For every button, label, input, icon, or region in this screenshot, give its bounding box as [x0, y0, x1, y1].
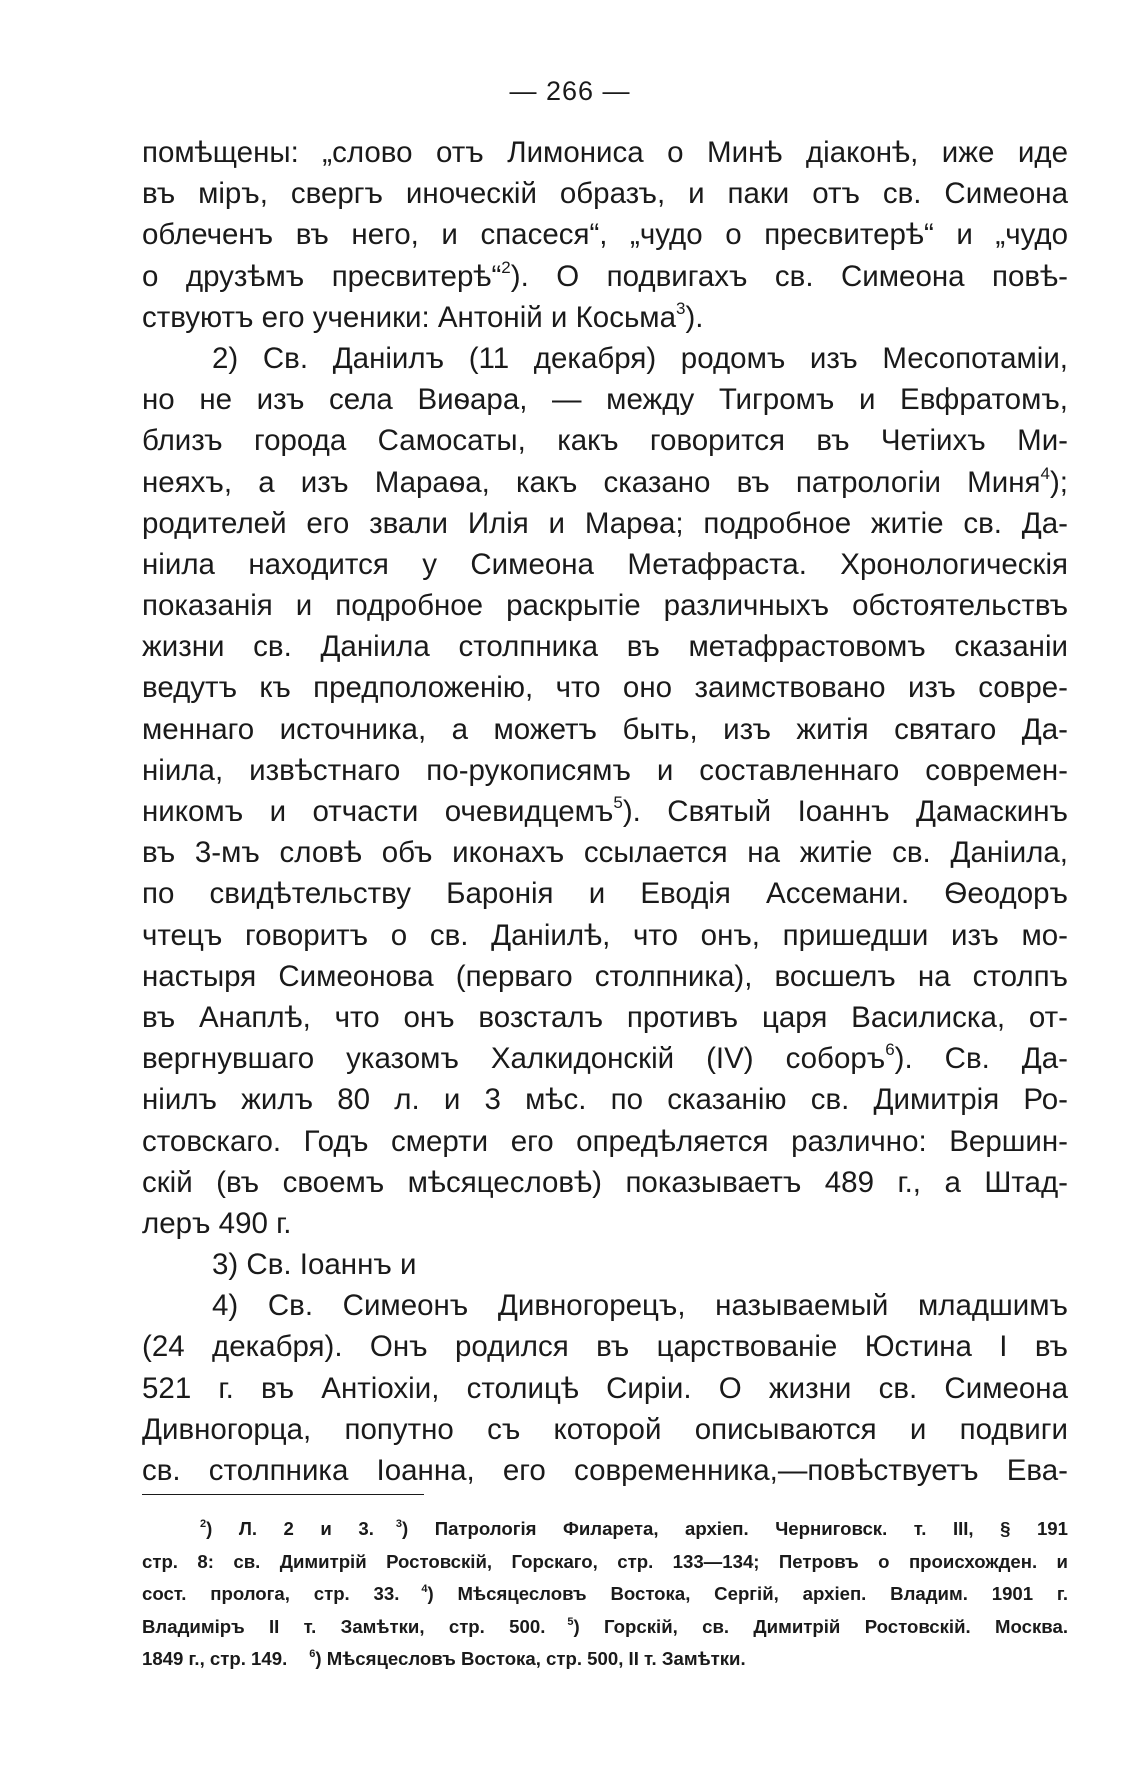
text-line: [142, 1285, 1068, 1326]
footnote-text: сост. пролога, стр. 33.: [142, 1583, 400, 1605]
footnote-line: [142, 1643, 1068, 1676]
footnote-text: Владиміръ II т. Замѣтки, стр. 500.: [142, 1615, 546, 1637]
line-text: облеченъ въ него, и спасеся“, „чудо о пресвитерѣ“ и „чудо: [142, 218, 1068, 252]
footnotes: [142, 1513, 1068, 1676]
text-line: [142, 873, 1068, 914]
line-text: въ міръ, свергъ иноческій образъ, и паки отъ св. Симеона: [142, 177, 1068, 211]
text-line: [142, 256, 1068, 297]
line-text: леръ 490 г.: [142, 1206, 292, 1240]
line-text: показанія и подробное раскрытіе различныхъ обстоятельствъ: [142, 589, 1068, 623]
footnote-line: [142, 1513, 1068, 1546]
line-text: 521 г. въ Антіохіи, столицѣ Сиріи. О жизни св. Симеона: [142, 1371, 1068, 1405]
text-line: [142, 667, 1068, 708]
text-line: [142, 1121, 1068, 1162]
text-line: [142, 832, 1068, 873]
footnote-text: ) Мѣсяцесловъ Востока, Сергій, архіеп. Владим. 1901 г.: [427, 1583, 1068, 1605]
line-text: жизни св. Даніила столпника въ метафрастовомъ сказаніи: [142, 630, 1068, 664]
line-text: ). О подвигахъ св. Симеона повѣ-: [510, 259, 1068, 293]
line-text: 4) Св. Симеонъ Дивногорецъ, называемый младшимъ: [212, 1289, 1068, 1323]
footnote-ref: 4: [1040, 463, 1050, 483]
footnote-separator: [142, 1494, 424, 1495]
footnote-line: стр. 8: св. Димитрій Ростовскій, Горскаго, стр. 133—134; Петровъ о происхожден. и: [142, 1550, 1068, 1572]
main-text: [142, 132, 1068, 1491]
text-line: [142, 750, 1068, 791]
line-text: св. столпника Іоанна, его современника,—повѣствуетъ Ева-: [142, 1454, 1068, 1487]
text-line: [142, 626, 1068, 667]
text-line: [142, 420, 1068, 461]
footnote-text: ) Горскій, св. Димитрій Ростовскій. Москва.: [573, 1615, 1068, 1637]
line-text: ). Святый Іоаннъ Дамаскинъ: [622, 795, 1068, 828]
text-line: [142, 462, 1068, 503]
footnote-marker: 2: [200, 1518, 207, 1530]
footnote-line: [142, 1611, 1068, 1644]
line-text: неяхъ, а изъ Мараѳа, какъ сказано въ патрологіи Миня: [142, 465, 1041, 499]
footnote-text: ) Мѣсяцесловъ Востока, стр. 500, II т. Замѣтки.: [315, 1648, 746, 1670]
text-line: [142, 132, 1068, 173]
footnote-ref: 2: [501, 257, 511, 277]
footnote-ref: 5: [613, 793, 623, 812]
text-line: [142, 791, 1068, 832]
text-line: [142, 709, 1068, 750]
line-text: 2) Св. Даніилъ (11 декабря) родомъ изъ Месопотаміи,: [212, 341, 1068, 375]
text-line: [142, 585, 1068, 626]
line-text: ствуютъ его ученики: Антоній и Косьма: [142, 300, 676, 334]
line-text: 3) Св. Іоаннъ и: [212, 1248, 417, 1282]
line-text: ніилъ жилъ 80 л. и 3 мѣс. по сказанію св. Димитрія Ро-: [142, 1083, 1068, 1117]
line-text: скій (въ своемъ мѣсяцесловѣ) показываетъ 489 г., а Штад-: [142, 1165, 1068, 1199]
line-text: о друзѣмъ пресвитерѣ“: [142, 259, 502, 293]
text-line: [142, 1038, 1068, 1079]
text-line: [142, 1450, 1068, 1491]
text-line: [142, 1409, 1068, 1450]
footnote-marker: 6: [309, 1648, 316, 1661]
text-line: [142, 1203, 1068, 1244]
text-line: [142, 1162, 1068, 1203]
text-line: [142, 214, 1068, 255]
text-line: [142, 379, 1068, 420]
line-text: чтецъ говоритъ о св. Даніилѣ, что онъ, пришедши изъ мо-: [142, 918, 1068, 952]
line-text: ).: [685, 300, 704, 334]
line-text: настыря Симеонова (перваго столпника), восшелъ на столпъ: [142, 959, 1068, 993]
text-line: [142, 956, 1068, 997]
text-line: [142, 915, 1068, 956]
line-text: родителей его звали Илія и Марѳа; подробное житіе св. Да-: [142, 506, 1068, 540]
line-text: но не изъ села Виѳара, — между Тигромъ и Евфратомъ,: [142, 383, 1068, 417]
text-line: [142, 1244, 1068, 1285]
line-text: (24 декабря). Онъ родился въ царствованіе Юстина I въ: [142, 1330, 1068, 1364]
line-text: близъ города Самосаты, какъ говорится въ Четіихъ Ми-: [142, 424, 1068, 458]
line-text: въ Анаплѣ, что онъ возсталъ противъ царя Василиска, от-: [142, 1000, 1068, 1034]
footnote-text: 1849 г., стр. 149.: [142, 1648, 288, 1670]
line-text: );: [1049, 465, 1068, 499]
line-text: ніила находится у Симеона Метафраста. Хронологическія: [142, 547, 1068, 581]
line-text: ніила, извѣстнаго по-рукописямъ и составленнаго современ-: [142, 753, 1068, 787]
line-text: Дивногорца, попутно съ которой описываются и подвиги: [142, 1412, 1068, 1446]
line-text: въ 3-мъ словѣ объ иконахъ ссылается на житіе св. Даніила,: [142, 836, 1068, 870]
text-line: [142, 338, 1068, 379]
text-line: [142, 1326, 1068, 1367]
footnote-ref: 6: [885, 1040, 895, 1060]
text-line: [142, 173, 1068, 214]
text-line: [142, 997, 1068, 1038]
line-text: никомъ и отчасти очевидцемъ: [142, 795, 614, 828]
text-line: [142, 503, 1068, 544]
line-text: ведутъ къ предположенію, что оно заимствовано изъ совре-: [142, 671, 1068, 705]
footnote-marker: 4: [421, 1583, 428, 1596]
line-text: вергнувшаго указомъ Халкидонскій (IV) соборъ: [142, 1042, 886, 1076]
text-line: [142, 544, 1068, 585]
line-text: меннаго источника, а можетъ быть, изъ житія святаго Да-: [142, 712, 1068, 746]
footnote-marker: 5: [567, 1615, 574, 1628]
text-line: [142, 1079, 1068, 1120]
footnote-text: ) Патрологія Филарета, архіеп. Черниговск. т. III, § 191: [402, 1518, 1068, 1539]
text-line: [142, 297, 1068, 338]
line-text: по свидѣтельству Баронія и Еводія Ассемани. Ѳеодоръ: [142, 877, 1068, 911]
page-number: — 266 —: [509, 76, 631, 106]
footnote-line: [142, 1578, 1068, 1611]
line-text: стовскаго. Годъ смерти его опредѣляется различно: Вершин-: [142, 1124, 1068, 1158]
text-line: [142, 1368, 1068, 1409]
footnote-text: ) Л. 2 и 3.: [206, 1518, 374, 1539]
footnote-ref: 3: [676, 298, 686, 318]
footnote-marker: 3: [395, 1518, 402, 1530]
line-text: ). Св. Да-: [894, 1042, 1068, 1076]
line-text: помѣщены: „слово отъ Лимониса о Минѣ діаконѣ, иже иде: [142, 136, 1068, 169]
